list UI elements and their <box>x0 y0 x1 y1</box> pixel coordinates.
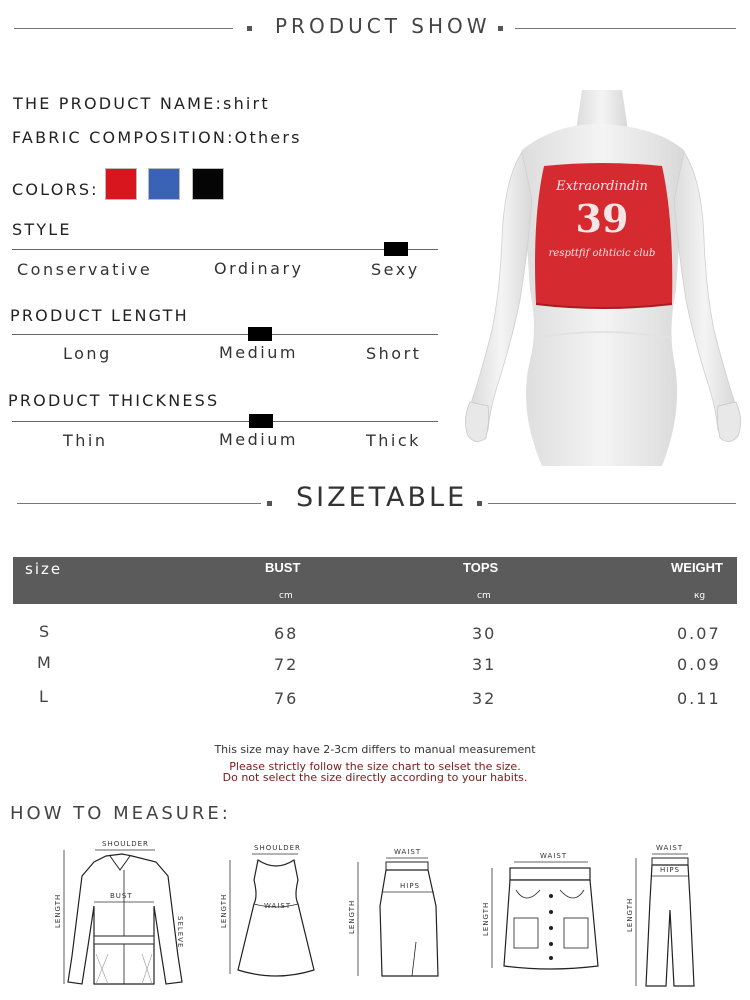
fabric-composition: FABRIC COMPOSITION:Others <box>12 128 302 147</box>
divider-line <box>14 28 233 29</box>
waist-label: WAIST <box>394 848 422 856</box>
length-label: LENGTH <box>54 893 62 928</box>
note-measurement: This size may have 2-3cm differs to manual measurement <box>214 743 536 756</box>
cell-tops: 31 <box>472 655 497 674</box>
length-label: LENGTH <box>220 893 228 928</box>
waist-label: WAIST <box>540 852 568 860</box>
divider-square <box>267 501 272 506</box>
cell-bust: 68 <box>274 624 299 643</box>
thickness-option-thick: Thick <box>366 431 421 450</box>
cell-weight: 0.09 <box>677 655 721 674</box>
divider-square <box>247 26 252 31</box>
note-habits: Do not select the size directly according to your habits. <box>222 771 528 784</box>
scale-line-style <box>12 249 438 250</box>
scale-title-style: STYLE <box>12 220 72 239</box>
bust-label: BUST <box>110 892 133 900</box>
note-follow-chart: Please strictly follow the size chart to selset the size. <box>229 760 521 773</box>
cell-size: L <box>39 687 50 706</box>
length-option-short: Short <box>366 344 422 363</box>
cell-tops: 32 <box>472 689 497 708</box>
thickness-option-thin: Thin <box>63 431 108 450</box>
svg-text:respttfif othticic club: respttfif othticic club <box>548 248 656 259</box>
cell-bust: 72 <box>274 655 299 674</box>
scale-line-length <box>12 334 438 335</box>
header-weight: WEIGHT <box>671 560 723 575</box>
scale-title-length: PRODUCT LENGTH <box>10 306 189 325</box>
section-title-sizetable: SIZETABLE <box>296 482 468 513</box>
colors-label: COLORS: <box>12 180 99 199</box>
divider-line <box>17 503 261 504</box>
shoulder-label: SHOULDER <box>254 844 301 852</box>
shorts-measure-diagram <box>478 846 608 976</box>
length-label: LENGTH <box>348 899 356 934</box>
cell-tops: 30 <box>472 624 497 643</box>
skirt-measure-diagram <box>342 846 452 986</box>
scale-marker-style <box>384 242 408 256</box>
header-tops: TOPS <box>463 560 499 575</box>
length-option-medium: Medium <box>219 343 298 362</box>
cell-weight: 0.11 <box>677 689 721 708</box>
hips-label: HIPS <box>660 866 680 874</box>
divider-square <box>477 501 482 506</box>
cell-weight: 0.07 <box>677 624 721 643</box>
how-to-measure-title: HOW TO MEASURE: <box>10 803 231 824</box>
product-image <box>462 90 744 466</box>
waist-label: WAIST <box>264 902 292 910</box>
length-label: LENGTH <box>626 897 634 932</box>
style-option-ordinary: Ordinary <box>214 259 304 278</box>
unit-weight: кg <box>694 591 706 601</box>
color-swatch-black[interactable] <box>192 168 224 200</box>
header-size: size <box>25 560 63 578</box>
size-table-header <box>13 557 737 604</box>
color-swatch-blue[interactable] <box>148 168 180 200</box>
pants-measure-diagram <box>622 840 712 990</box>
cell-size: S <box>39 622 52 641</box>
hips-label: HIPS <box>400 882 420 890</box>
scale-marker-thickness <box>249 414 273 428</box>
style-option-conservative: Conservative <box>17 260 153 279</box>
product-name: THE PRODUCT NAME:shirt <box>13 94 270 113</box>
shirt-measure-diagram <box>50 836 200 988</box>
scale-marker-length <box>248 327 272 341</box>
cell-bust: 76 <box>274 689 299 708</box>
header-bust: BUST <box>265 560 301 575</box>
scale-line-thickness <box>12 421 438 422</box>
unit-bust: cm <box>279 591 293 601</box>
svg-text:39: 39 <box>575 196 629 241</box>
style-option-sexy: Sexy <box>371 260 420 279</box>
divider-line <box>488 503 736 504</box>
length-label: LENGTH <box>482 901 490 936</box>
thickness-option-medium: Medium <box>219 430 298 449</box>
divider-line <box>515 28 736 29</box>
cell-size: M <box>37 653 53 672</box>
length-option-long: Long <box>63 344 112 363</box>
divider-square <box>498 26 503 31</box>
shoulder-label: SHOULDER <box>102 840 149 848</box>
dress-measure-diagram <box>218 840 318 985</box>
section-title-product-show: PRODUCT SHOW <box>275 14 491 38</box>
color-swatch-red[interactable] <box>105 168 137 200</box>
sleeve-label: SELEVE <box>176 916 184 949</box>
svg-text:Extraordindin: Extraordindin <box>556 179 648 194</box>
unit-tops: cm <box>477 591 491 601</box>
scale-title-thickness: PRODUCT THICKNESS <box>8 391 220 410</box>
waist-label: WAIST <box>656 844 684 852</box>
